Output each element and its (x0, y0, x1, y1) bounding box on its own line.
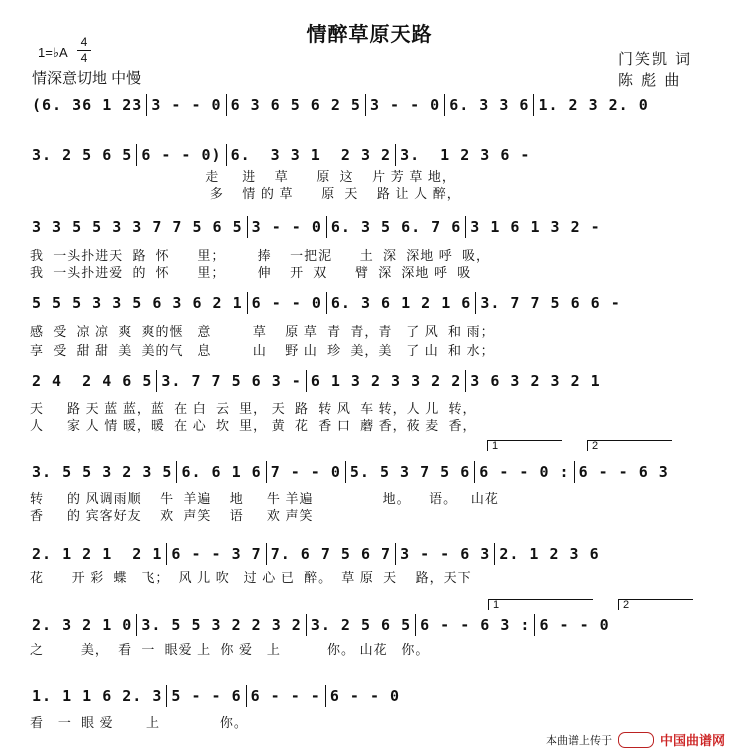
measure: 2. 1 2 3 6 (499, 545, 600, 563)
lyric-line: 感 受 凉 凉 爽 爽的惬 意 草 原 草 青 青，青 了 风 和 雨； (30, 324, 495, 339)
measure: 6 - - 0 (248, 292, 327, 314)
volta-label: 2 (592, 440, 599, 452)
lyric-line: 香 的 宾客好友 欢 声笑 语 欢 声笑 (30, 508, 314, 523)
volta-label: 2 (623, 599, 630, 611)
lyricist-credit: 门笑凯 词 (618, 51, 693, 68)
tempo-marking: 情深意切地 中慢 (32, 70, 142, 87)
lyric-line: 花 开 彩 蝶 飞； 风 儿 吹 过 心 已 醉。 草 原 天 路，天下 (30, 570, 472, 585)
measure: 3 - - 6 3 (396, 543, 495, 565)
measure: 3 1 6 1 3 2 - (470, 218, 601, 236)
measure: 6 - - 6 3 : (416, 614, 535, 636)
site-brand[interactable]: 中国曲谱网 (659, 733, 725, 748)
volta-label: 1 (493, 599, 500, 611)
measure: 3. 2 5 6 5 (307, 614, 416, 636)
lyric-line: 我 一头扑进爱 的 怀 里； 伸 开 双 臂 深 深地 呼 吸 (30, 265, 472, 280)
measure: 1. 2 3 2. 0 (538, 96, 649, 114)
volta-bracket (618, 599, 693, 610)
notation-row (28, 368, 708, 394)
composer-credit: 陈 彪 曲 (618, 72, 682, 89)
measure: 5 5 5 3 3 5 6 3 6 2 1 (28, 292, 248, 314)
measure: 6 - - 0 (539, 616, 610, 634)
measure: 3. 5 5 3 2 2 3 2 (137, 614, 307, 636)
measure: 3 - - 0 (366, 94, 445, 116)
lyric-line: 走 进 草 原 这 片 芳 草 地， (30, 169, 456, 184)
lyric-line: 天 路 天 蓝 蓝，蓝 在 白 云 里， 天 路 转 风 车 转，人 儿 转， (30, 401, 477, 416)
measure: 3 6 3 2 3 2 1 (470, 372, 601, 390)
lyric-line: 看 一 眼 爱 上 你。 (30, 715, 248, 730)
notation-row (28, 142, 708, 168)
notation-row (28, 459, 708, 485)
measure: 6. 3 3 1 2 3 2 (227, 144, 397, 166)
lyric-line: 享 受 甜 甜 美 美的气 息 山 野 山 珍 美，美 了 山 和 水； (30, 343, 495, 358)
volta-bracket (488, 599, 593, 610)
measure: 1. 1 1 6 2. 3 (28, 685, 167, 707)
measure: 6 - - 0 (329, 687, 401, 705)
key-signature: 1=♭A (38, 45, 68, 60)
measure: 2. 3 2 1 0 (28, 614, 137, 636)
lyric-line: 人 家 人 情 暖，暖 在 心 坎 里， 黄 花 香 口 蘑 香，莜 麦 香， (30, 418, 477, 433)
measure: 3. 1 2 3 6 - (400, 146, 531, 164)
volta-bracket (587, 440, 672, 451)
measure: 6. 6 1 6 (177, 461, 266, 483)
volta-bracket (487, 440, 562, 451)
measure: 6 - - 0 : (475, 461, 574, 483)
site-logo-icon (618, 732, 654, 748)
notation-row (28, 92, 708, 118)
footer (546, 730, 725, 749)
measure: 3 - - 0 (147, 94, 226, 116)
notation-row (28, 612, 708, 638)
measure: 3. 7 7 5 6 3 - (157, 370, 306, 392)
measure: (6. 36 1 23 (28, 94, 147, 116)
measure: 2 4 2 4 6 5 (28, 370, 157, 392)
lyric-line: 我 一头扑进天 路 怀 里； 捧 一把泥 土 深 深地 呼 吸， (30, 248, 491, 263)
footer-text: 本曲谱上传于 (545, 734, 612, 747)
measure: 6 - - 6 3 (578, 463, 669, 481)
measure: 7. 6 7 5 6 7 (267, 543, 396, 565)
notation-row (28, 214, 708, 240)
lyric-line: 之 美， 看 一 眼爱 上 你 爱 上 你。 山花 你。 (30, 642, 430, 657)
notation-row (28, 683, 708, 709)
meter-bottom: 4 (80, 51, 88, 65)
notation-row (28, 541, 708, 567)
measure: 6. 3 6 1 2 1 6 (327, 292, 476, 314)
notation-row (28, 290, 708, 316)
measure: 3. 7 7 5 6 6 - (480, 294, 621, 312)
measure: 3. 2 5 6 5 (28, 144, 137, 166)
measure: 3. 5 5 3 2 3 5 (28, 461, 177, 483)
meter-top: 4 (80, 35, 88, 49)
measure: 6 1 3 2 3 3 2 2 (307, 370, 466, 392)
time-signature (77, 36, 91, 65)
measure: 6 - - 3 7 (167, 543, 266, 565)
measure: 5. 5 3 7 5 6 (346, 461, 475, 483)
measure: 3 3 5 5 3 3 7 7 5 6 5 (28, 216, 248, 238)
measure: 6 3 6 5 6 2 5 (227, 94, 366, 116)
measure: 6 - - - (247, 685, 326, 707)
volta-label: 1 (492, 440, 499, 452)
measure: 6. 3 5 6. 7 6 (327, 216, 466, 238)
lyric-line: 多 情 的 草 原 天 路 让 人 醉， (30, 186, 461, 201)
measure: 3 - - 0 (248, 216, 327, 238)
page-title: 情醉草原天路 (306, 24, 433, 46)
measure: 6 - - 0) (137, 144, 226, 166)
measure: 7 - - 0 (267, 461, 346, 483)
lyric-line: 转 的 风调雨顺 牛 羊遍 地 牛 羊遍 地。 语。 山花 (30, 491, 499, 506)
measure: 2. 1 2 1 2 1 (28, 543, 167, 565)
measure: 6. 3 3 6 (445, 94, 534, 116)
measure: 5 - - 6 (167, 685, 246, 707)
